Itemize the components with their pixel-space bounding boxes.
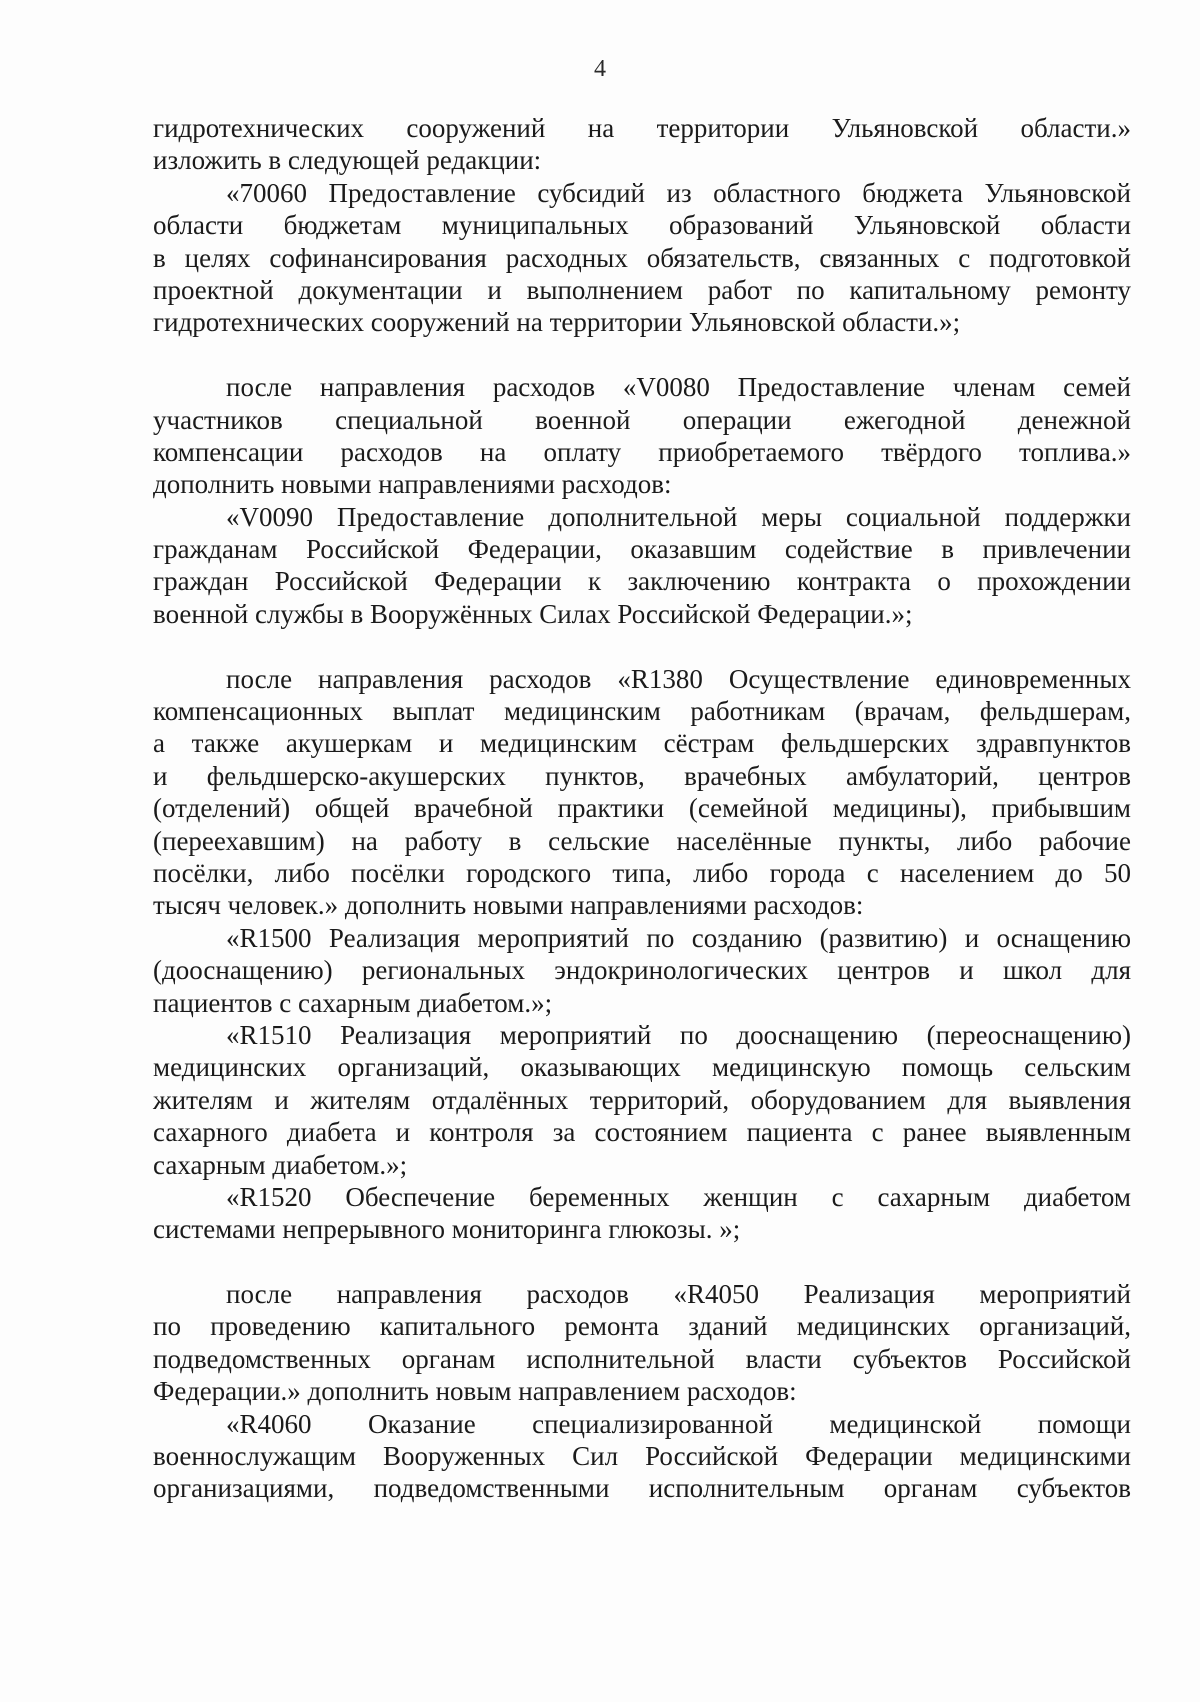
text-line: организациями, подведомственными исполнительным органам субъектов [153,1473,1131,1504]
text-line: (переехавшим) на работу в сельские населённые пункты, либо рабочие [153,825,1131,856]
text-line: «70060 Предоставление субсидий из областного бюджета Ульяновской [226,177,1131,208]
text-line: военнослужащим Вооруженных Сил Российской Федерации медицинскими [153,1441,1131,1472]
text-line: граждан Российской Федерации к заключению контракта о прохождении [153,566,1131,597]
text-line: после направления расходов «R1380 Осуществление единовременных [226,663,1131,694]
text-line: «V0090 Предоставление дополнительной меры социальной поддержки [226,501,1131,532]
text-line: «R4060 Оказание специализированной медицинской помощи [226,1408,1131,1439]
text-line: компенсации расходов на оплату приобретаемого твёрдого топлива.» [153,436,1131,467]
text-line: после направления расходов «V0080 Предоставление членам семей [226,372,1131,403]
text-line: гражданам Российской Федерации, оказавшим содействие в привлечении [153,534,1131,565]
text-line: «R1500 Реализация мероприятий по созданию (развитию) и оснащению [226,922,1131,953]
text-line: и фельдшерско-акушерских пунктов, врачебных амбулаторий, центров [153,760,1131,791]
text-line: участников специальной военной операции ежегодной денежной [153,404,1131,435]
text-line: по проведению капитального ремонта зданий медицинских организаций, [153,1311,1131,1342]
text-line: (дооснащению) региональных эндокринологических центров и школ для [153,955,1131,986]
text-line: гидротехнических сооружений на территории Ульяновской области.» [153,113,1131,143]
text-line: системами непрерывного мониторинга глюкозы. »; [153,1214,741,1245]
text-line: области бюджетам муниципальных образований Ульяновской области [153,210,1131,241]
text-line: пациентов с сахарным диабетом.»; [153,987,553,1018]
paragraph-gap [153,1246,1131,1278]
text-line: медицинских организаций, оказывающих медицинскую помощь сельским [153,1052,1131,1083]
text-line: «R1520 Обеспечение беременных женщин с сахарным диабетом [226,1181,1131,1212]
text-line: военной службы в Вооружённых Силах Российской Федерации.»; [153,598,913,629]
text-line: сахарным диабетом.»; [153,1149,408,1180]
text-line: посёлки, либо посёлки городского типа, либо города с населением до 50 [153,857,1131,888]
document-body [153,112,1131,1505]
text-line: тысяч человек.» дополнить новыми направлениями расходов: [153,890,864,921]
text-line: в целях софинансирования расходных обязательств, связанных с подготовкой [153,242,1131,273]
text-line: а также акушеркам и медицинским сёстрам фельдшерских здравпунктов [153,728,1131,759]
text-line: «R1510 Реализация мероприятий по дооснащению (переоснащению) [226,1019,1131,1050]
page-number: 4 [594,56,606,82]
text-line: дополнить новыми направлениями расходов: [153,469,672,500]
text-line: Федерации.» дополнить новым направлением расходов: [153,1376,797,1407]
text-line: жителям и жителям отдалённых территорий, оборудованием для выявления [153,1084,1131,1115]
text-line: компенсационных выплат медицинским работникам (врачам, фельдшерам, [153,696,1131,727]
text-line: изложить в следующей редакции: [153,145,542,176]
text-line: проектной документации и выполнением работ по капитальному ремонту [153,274,1131,305]
text-line: после направления расходов «R4050 Реализация мероприятий [226,1279,1131,1310]
text-line: (отделений) общей врачебной практики (семейной медицины), прибывшим [153,793,1131,824]
paragraph-gap [153,339,1131,371]
text-line: сахарного диабета и контроля за состоянием пациента с ранее выявленным [153,1117,1131,1148]
text-line: подведомственных органам исполнительной власти субъектов Российской [153,1343,1131,1374]
text-line: гидротехнических сооружений на территории Ульяновской области.»; [153,307,961,338]
paragraph-gap [153,630,1131,662]
